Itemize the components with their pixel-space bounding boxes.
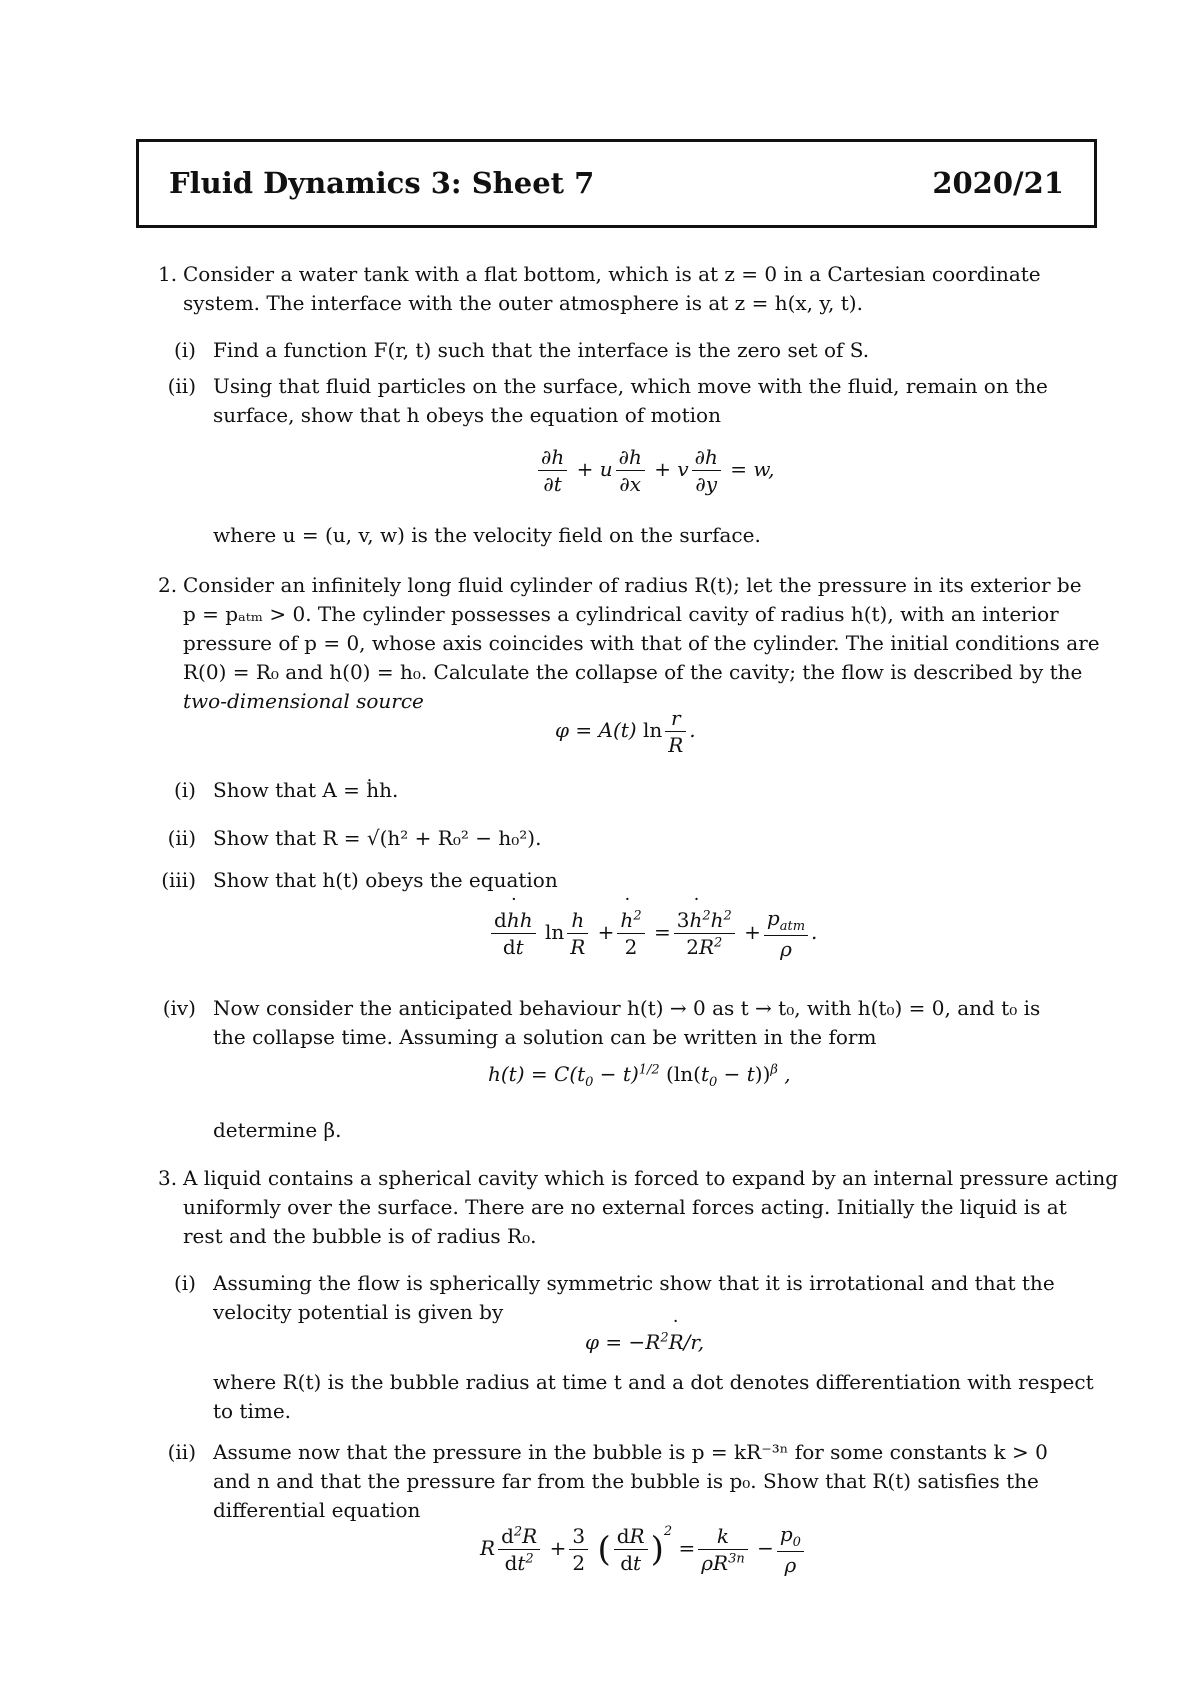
q2-part-i-label: (i) (173, 778, 196, 802)
q2-part-ii-label: (ii) (167, 826, 196, 850)
q3-line-1: A liquid contains a spherical cavity which is forced to expand by an internal pressure acting (183, 1166, 1119, 1190)
q2-line-4: R(0) = R₀ and h(0) = h₀. Calculate the collapse of the cavity; the flow is described by the (183, 660, 1083, 684)
q2-line-3: pressure of p = 0, whose axis coincides with that of the cylinder. The initial conditions are (183, 631, 1100, 655)
equation-motion-surface: $\frac{\partial h}{\partial t}$ + u $\frac{\partial h}{\partial x}$ + v $\frac{\partial h}{\partial y}$ = w, (535, 445, 774, 496)
title-box (136, 139, 1097, 228)
equation-velocity-potential: $\varphi = -R^2R$ ˙/r, (585, 1330, 704, 1354)
q3-part-i-after-2: to time. (213, 1399, 292, 1423)
q1-part-i-label: (i) (173, 338, 196, 362)
q2-part-iv-line-1: Now consider the anticipated behaviour h(t) → 0 as t → t₀, with h(t₀) = 0, and t₀ is (213, 996, 1041, 1020)
q3-part-ii-label: (ii) (167, 1440, 196, 1464)
q2-part-iv-line-2: the collapse time. Assuming a solution can be written in the form (213, 1025, 877, 1049)
q2-part-i-text: Show that A = ḣh. (213, 778, 399, 802)
q2-part-ii-text: Show that R = √(h² + R₀² − h₀²). (213, 826, 542, 850)
q1-part-ii-label: (ii) (167, 374, 196, 398)
q2-part-iii-text: Show that h(t) obeys the equation (213, 868, 558, 892)
q3-part-ii-line-1: Assume now that the pressure in the bubble is p = kR⁻³ⁿ for some constants k > 0 (213, 1440, 1048, 1464)
q3-part-i-line-2: velocity potential is given by (213, 1300, 504, 1324)
q1-part-ii-line-2: surface, show that h obeys the equation of motion (213, 403, 721, 427)
q2-after-text: determine β. (213, 1118, 342, 1142)
equation-rayleigh-plesset: R $\frac{d^2R}{dt^2}$ + $\frac{3}{2}$ ( $\frac{dR}{dt}$ )$^2$ = $\frac{k}{\rho R^{3n}}$ − $\frac{p_0}{\rho}$ (480, 1522, 807, 1577)
q2-line-5: two-dimensional source (183, 689, 424, 713)
equation-source-potential: φ = A(t) ln $\frac{r}{R}$ . (555, 706, 696, 757)
equation-cavity-collapse: $\frac{dh ˙h}{dt}$ ln $\frac{h}{R}$ + $\frac{h ˙^2}{2}$ = $\frac{3h ˙^2h^2}{2R^2}$ + $\frac{p_{atm}}{\rho}$ . (488, 906, 817, 961)
q1-line-2: system. The interface with the outer atmosphere is at z = h(x, y, t). (183, 291, 863, 315)
q2-line-1: Consider an infinitely long fluid cylinder of radius R(t); let the pressure in its exterior be (183, 573, 1082, 597)
q1-after-text: where u = (u, v, w) is the velocity field on the surface. (213, 523, 761, 547)
academic-year: 2020/21 (932, 166, 1064, 200)
q1-part-ii-line-1: Using that fluid particles on the surface, which move with the fluid, remain on the (213, 374, 1048, 398)
q2-line-2: p = pₐₜₘ > 0. The cylinder possesses a cylindrical cavity of radius h(t), with an interior (183, 602, 1059, 626)
q3-part-ii-line-2: and n and that the pressure far from the bubble is p₀. Show that R(t) satisfies the (213, 1469, 1039, 1493)
q1-part-i-text: Find a function F(r, t) such that the interface is the zero set of S. (213, 338, 870, 362)
page-title: Fluid Dynamics 3: Sheet 7 (169, 166, 595, 200)
q3-part-ii-line-3: differential equation (213, 1498, 421, 1522)
q3-line-2: uniformly over the surface. There are no external forces acting. Initially the liquid is at (183, 1195, 1067, 1219)
question-1-number: 1. (158, 262, 178, 286)
equation-similarity-solution: $h(t) = C(t_0 - t)^{1/2}$ $(\ln(t_0 - t))^\beta$ , (488, 1062, 791, 1090)
q3-part-i-line-1: Assuming the flow is spherically symmetric show that it is irrotational and that the (213, 1271, 1055, 1295)
question-2-number: 2. (158, 573, 178, 597)
q3-line-3: rest and the bubble is of radius R₀. (183, 1224, 537, 1248)
question-3-number: 3. (158, 1166, 178, 1190)
q3-part-i-after-1: where R(t) is the bubble radius at time t and a dot denotes differentiation with respect (213, 1370, 1094, 1394)
q2-part-iii-label: (iii) (161, 868, 196, 892)
q1-line-1: Consider a water tank with a flat bottom, which is at z = 0 in a Cartesian coordinate (183, 262, 1041, 286)
q2-part-iv-label: (iv) (162, 996, 196, 1020)
q3-part-i-label: (i) (173, 1271, 196, 1295)
